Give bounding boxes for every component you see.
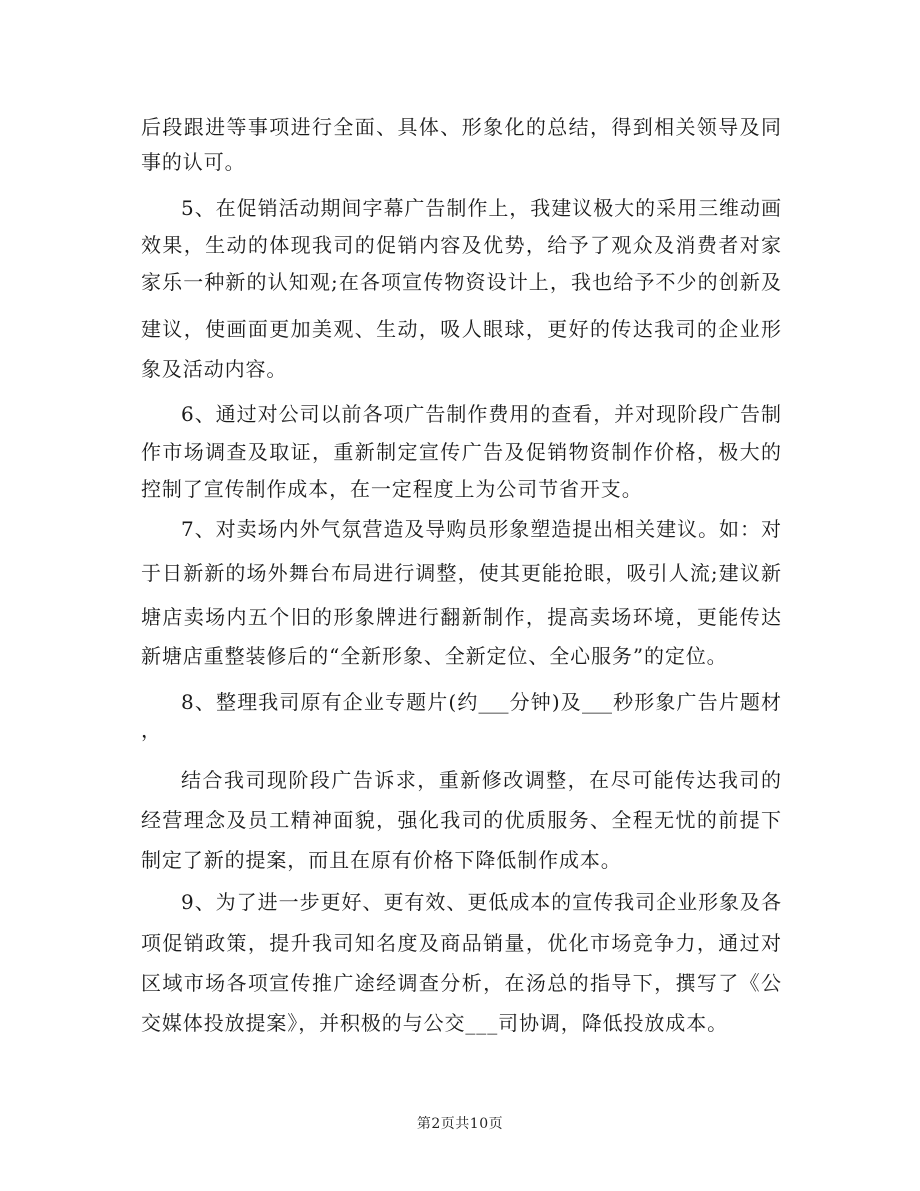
text-line: 事的认可。 [141, 150, 246, 174]
paragraph-9-line: 9、为了进一步更好、更有效、更低成本的宣传我司企业形象及各 [181, 890, 781, 914]
text-line: 效果，生动的体现我司的促销内容及优势，给予了观众及消费者对家 [141, 233, 781, 257]
text-line: 作市场调查及取证，重新制定宣传广告及促销物资制作价格，极大的 [141, 440, 781, 464]
text-line: 项促销政策，提升我司知名度及商品销量，优化市场竞争力，通过对 [141, 931, 781, 955]
text-line: 建议，使画面更加美观、生动，吸人眼球，更好的传达我司的企业形 [141, 317, 781, 341]
text-line: 象及活动内容。 [141, 357, 288, 381]
text-line: 制定了新的提案，而且在原有价格下降低制作成本。 [141, 848, 622, 872]
text-line: 塘店卖场内五个旧的形象牌进行翻新制作，提高卖场环境，更能传达 [141, 605, 781, 629]
paragraph-5-line: 5、在促销活动期间字幕广告制作上，我建议极大的采用三维动画 [181, 196, 781, 220]
text-line: ， [141, 718, 162, 742]
paragraph-7-line: 7、对卖场内外气氛营造及导购员形象塑造提出相关建议。如：对 [181, 517, 781, 541]
paragraph-8-line: 8、整理我司原有企业专题片(约___分钟)及___秒形象广告片题材 [181, 690, 781, 714]
paragraph-8-continued-line: 结合我司现阶段广告诉求，重新修改调整，在尽可能传达我司的 [181, 768, 781, 792]
paragraph-6-line: 6、通过对公司以前各项广告制作费用的查看，并对现阶段广告制 [181, 402, 781, 426]
text-line: 后段跟进等事项进行全面、具体、形象化的总结，得到相关领导及同 [141, 115, 781, 139]
page-number-footer: 第2页共10页 [416, 1116, 504, 1132]
text-line: 经营理念及员工精神面貌，强化我司的优质服务、全程无忧的前提下 [141, 808, 781, 832]
text-line: 控制了宣传制作成本，在一定程度上为公司节省开支。 [141, 477, 643, 501]
text-line: 区域市场各项宣传推广途经调查分析，在汤总的指导下，撰写了《公 [141, 971, 781, 995]
text-line: 新塘店重整装修后的“全新形象、全新定位、全心服务”的定位。 [141, 644, 728, 668]
text-line: 家乐一种新的认知观;在各项宣传物资设计上，我也给予不少的创新及 [141, 270, 781, 294]
text-line: 于日新新的场外舞台布局进行调整，使其更能抢眼，吸引人流;建议新 [141, 561, 781, 585]
text-line: 交媒体投放提案》，并积极的与公交___司协调，降低投放成本。 [141, 1011, 728, 1035]
